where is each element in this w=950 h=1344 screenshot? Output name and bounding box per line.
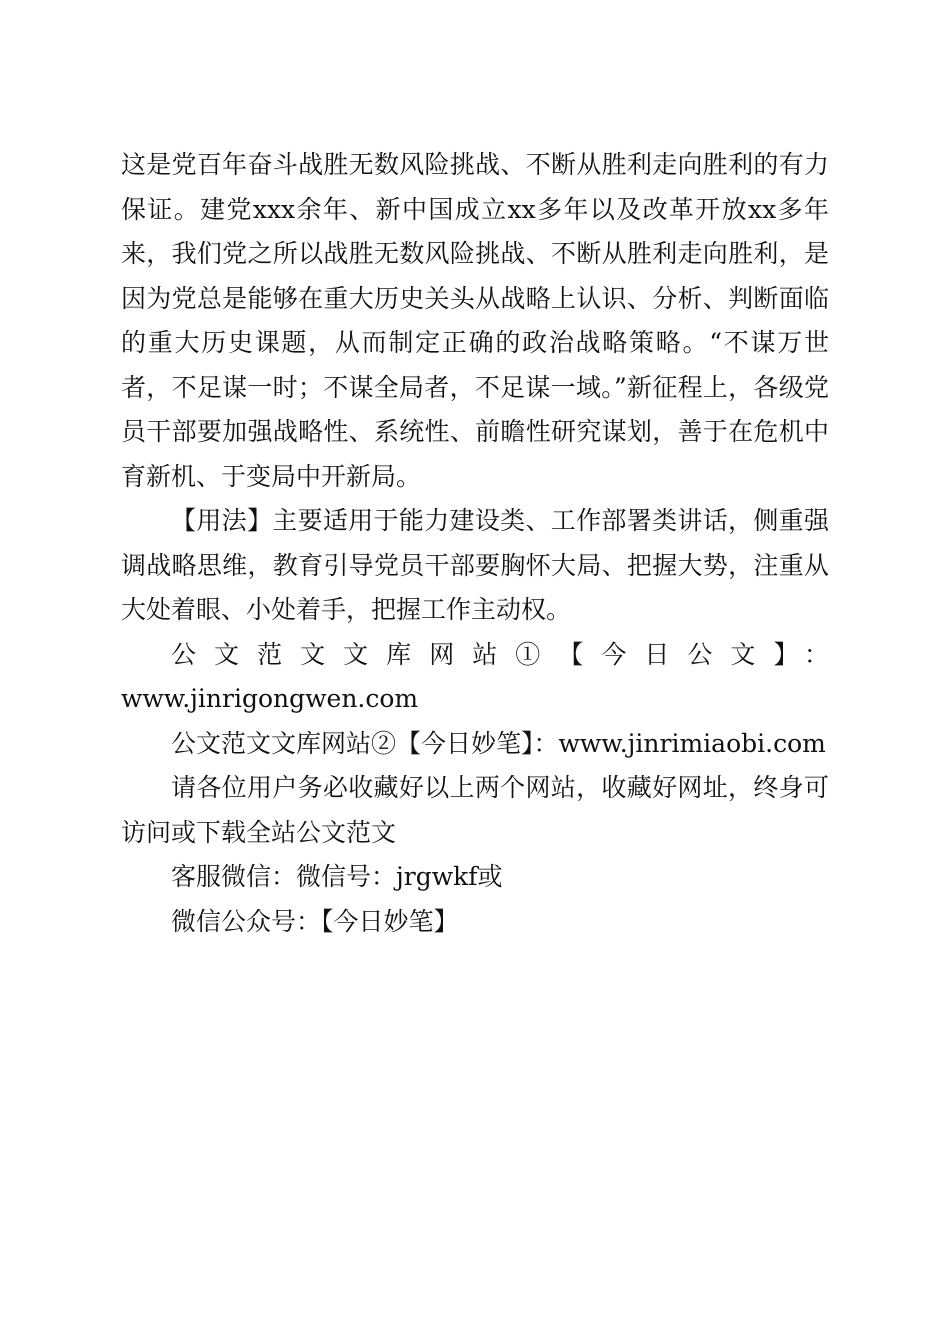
customer-service-line: 客服微信：微信号：jrgwkf或 [171, 862, 503, 891]
site-1-url: www.jinrigongwen.com [121, 684, 419, 713]
body-paragraph: 这是党百年奋斗战胜无数风险挑战、不断从胜利走向胜利的有力保证。建党xxx余年、新中国成立xx多年以及改革开放xx多年来，我们党之所以战胜无数风险挑战、不断从胜利走向胜利，是因为党总是能够在重大历史关头从战略上认识、分析、判断面临的重大历史课题，从而制定正确的政治战略策略。“不谋万世者，不足谋一时；不谋全局者，不足谋一域。”新征程上，各级党员干部要加强战略性、系统性、前瞻性研究谋划，善于在危机中育新机、于变局中开新局。 [121, 150, 829, 491]
document-page [121, 143, 829, 944]
bookmark-notice: 请各位用户务必收藏好以上两个网站，收藏好网址，终身可访问或下载全站公文范文 [121, 773, 829, 847]
site-2-line: 公文范文文库网站②【今日妙笔】：www.jinrimiaobi.com [171, 728, 826, 758]
wechat-official-line: 微信公众号：【今日妙笔】 [171, 906, 459, 936]
site-1-label: 公文范文文库网站①【今日公文】： [171, 639, 829, 669]
usage-paragraph: 【用法】主要适用于能力建设类、工作部署类讲话，侧重强调战略思维，教育引导党员干部要胸怀大局、把握大势，注重从大处着眼、小处着手，把握工作主动权。 [121, 506, 829, 624]
